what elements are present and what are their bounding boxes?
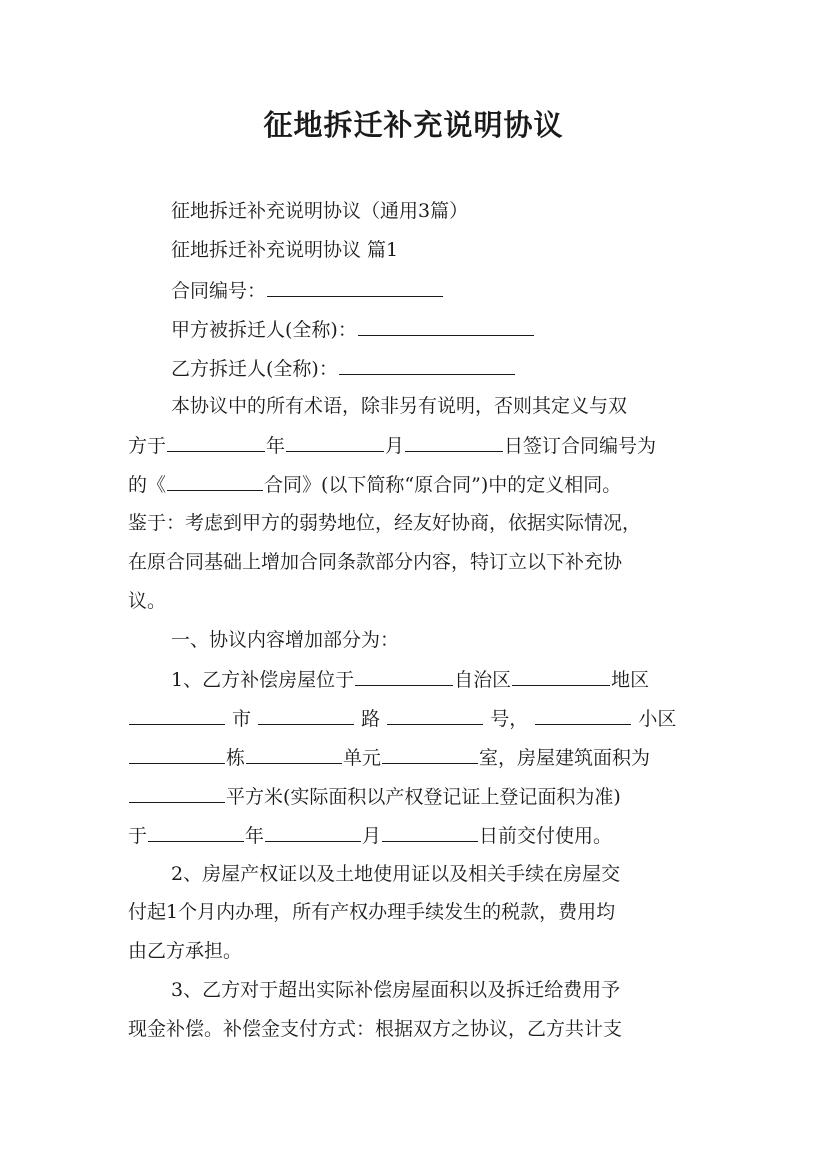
item1-text: 号， [490,708,529,730]
blank [129,745,225,764]
para1-text: 合同》(以下简称“原合同”)中的定义相同。 [264,474,622,496]
blank [129,706,225,725]
item1-line4 [128,784,621,809]
item3-line1: 3、乙方对于超出实际补偿房屋面积以及拆迁给费用予 [171,979,621,1001]
blank [129,784,225,803]
blank [148,823,244,842]
party-b-line [171,356,516,381]
para1-line6: 议。 [128,590,167,612]
party-a-label: 甲方被拆迁人(全称)： [171,319,357,341]
blank [167,433,265,452]
para1-text: 的《 [128,474,167,496]
blank [258,706,354,725]
blank [382,745,478,764]
item1-text: 于 [128,825,148,847]
party-b-blank [339,356,515,375]
item1-text: 小区 [638,708,677,730]
para1-text: 年 [266,435,286,457]
item1-text: 年 [245,825,265,847]
item1-text: 月 [362,825,382,847]
contract-number-line [171,278,444,303]
party-a-line [171,317,535,342]
item1-line2 [128,706,676,731]
item2-line3: 由乙方承担。 [128,940,243,962]
item1-text: 室，房屋建筑面积为 [479,747,651,769]
blank [355,667,453,686]
blank [265,823,361,842]
item1-line3 [128,745,650,770]
item1-text: 地区 [611,669,650,691]
contract-number-blank [267,278,443,297]
para1-line3 [128,472,621,497]
document-title: 征地拆迁补充说明协议 [263,108,564,142]
blank [382,823,478,842]
subtitle: 征地拆迁补充说明协议（通用3篇） [171,200,469,222]
blank [512,667,610,686]
para1-line1: 本协议中的所有术语，除非另有说明，否则其定义与双 [171,395,628,417]
blank [535,706,631,725]
blank [246,745,342,764]
contract-number-label: 合同编号： [171,280,267,302]
blank [387,706,483,725]
para1-text: 日签订合同编号为 [504,435,657,457]
item1-text: 自治区 [454,669,512,691]
party-b-label: 乙方拆迁人(全称)： [171,358,338,380]
item-heading: 一、协议内容增加部分为： [171,629,400,651]
item1-text: 市 [232,708,252,730]
item1-text: 路 [361,708,381,730]
blank [405,433,503,452]
para1-line2 [128,433,656,458]
party-a-blank [358,317,534,336]
item1-text: 平方米(实际面积以产权登记证上登记面积为准) [226,786,621,808]
item1-text: 1、乙方补偿房屋位于 [171,669,355,691]
section-heading: 征地拆迁补充说明协议 篇1 [171,239,399,261]
item1-line5 [128,823,612,848]
item2-line2: 付起1个月内办理，所有产权办理手续发生的税款，费用均 [128,901,616,923]
para1-text: 方于 [128,435,167,457]
item3-line2: 现金补偿。补偿金支付方式：根据双方之协议，乙方共计支 [128,1018,623,1040]
para1-text: 月 [385,435,405,457]
item1-text: 日前交付使用。 [479,825,613,847]
blank [286,433,384,452]
item1-text: 单元 [343,747,382,769]
item1-text: 栋 [226,747,246,769]
para1-line5: 在原合同基础上增加合同条款部分内容，特订立以下补充协 [128,551,623,573]
item2-line1: 2、房屋产权证以及土地使用证以及相关手续在房屋交 [171,863,621,885]
para1-line4: 鉴于：考虑到甲方的弱势地位，经友好协商，依据实际情况， [128,512,642,534]
blank [167,472,263,491]
item1-line1 [171,667,649,692]
